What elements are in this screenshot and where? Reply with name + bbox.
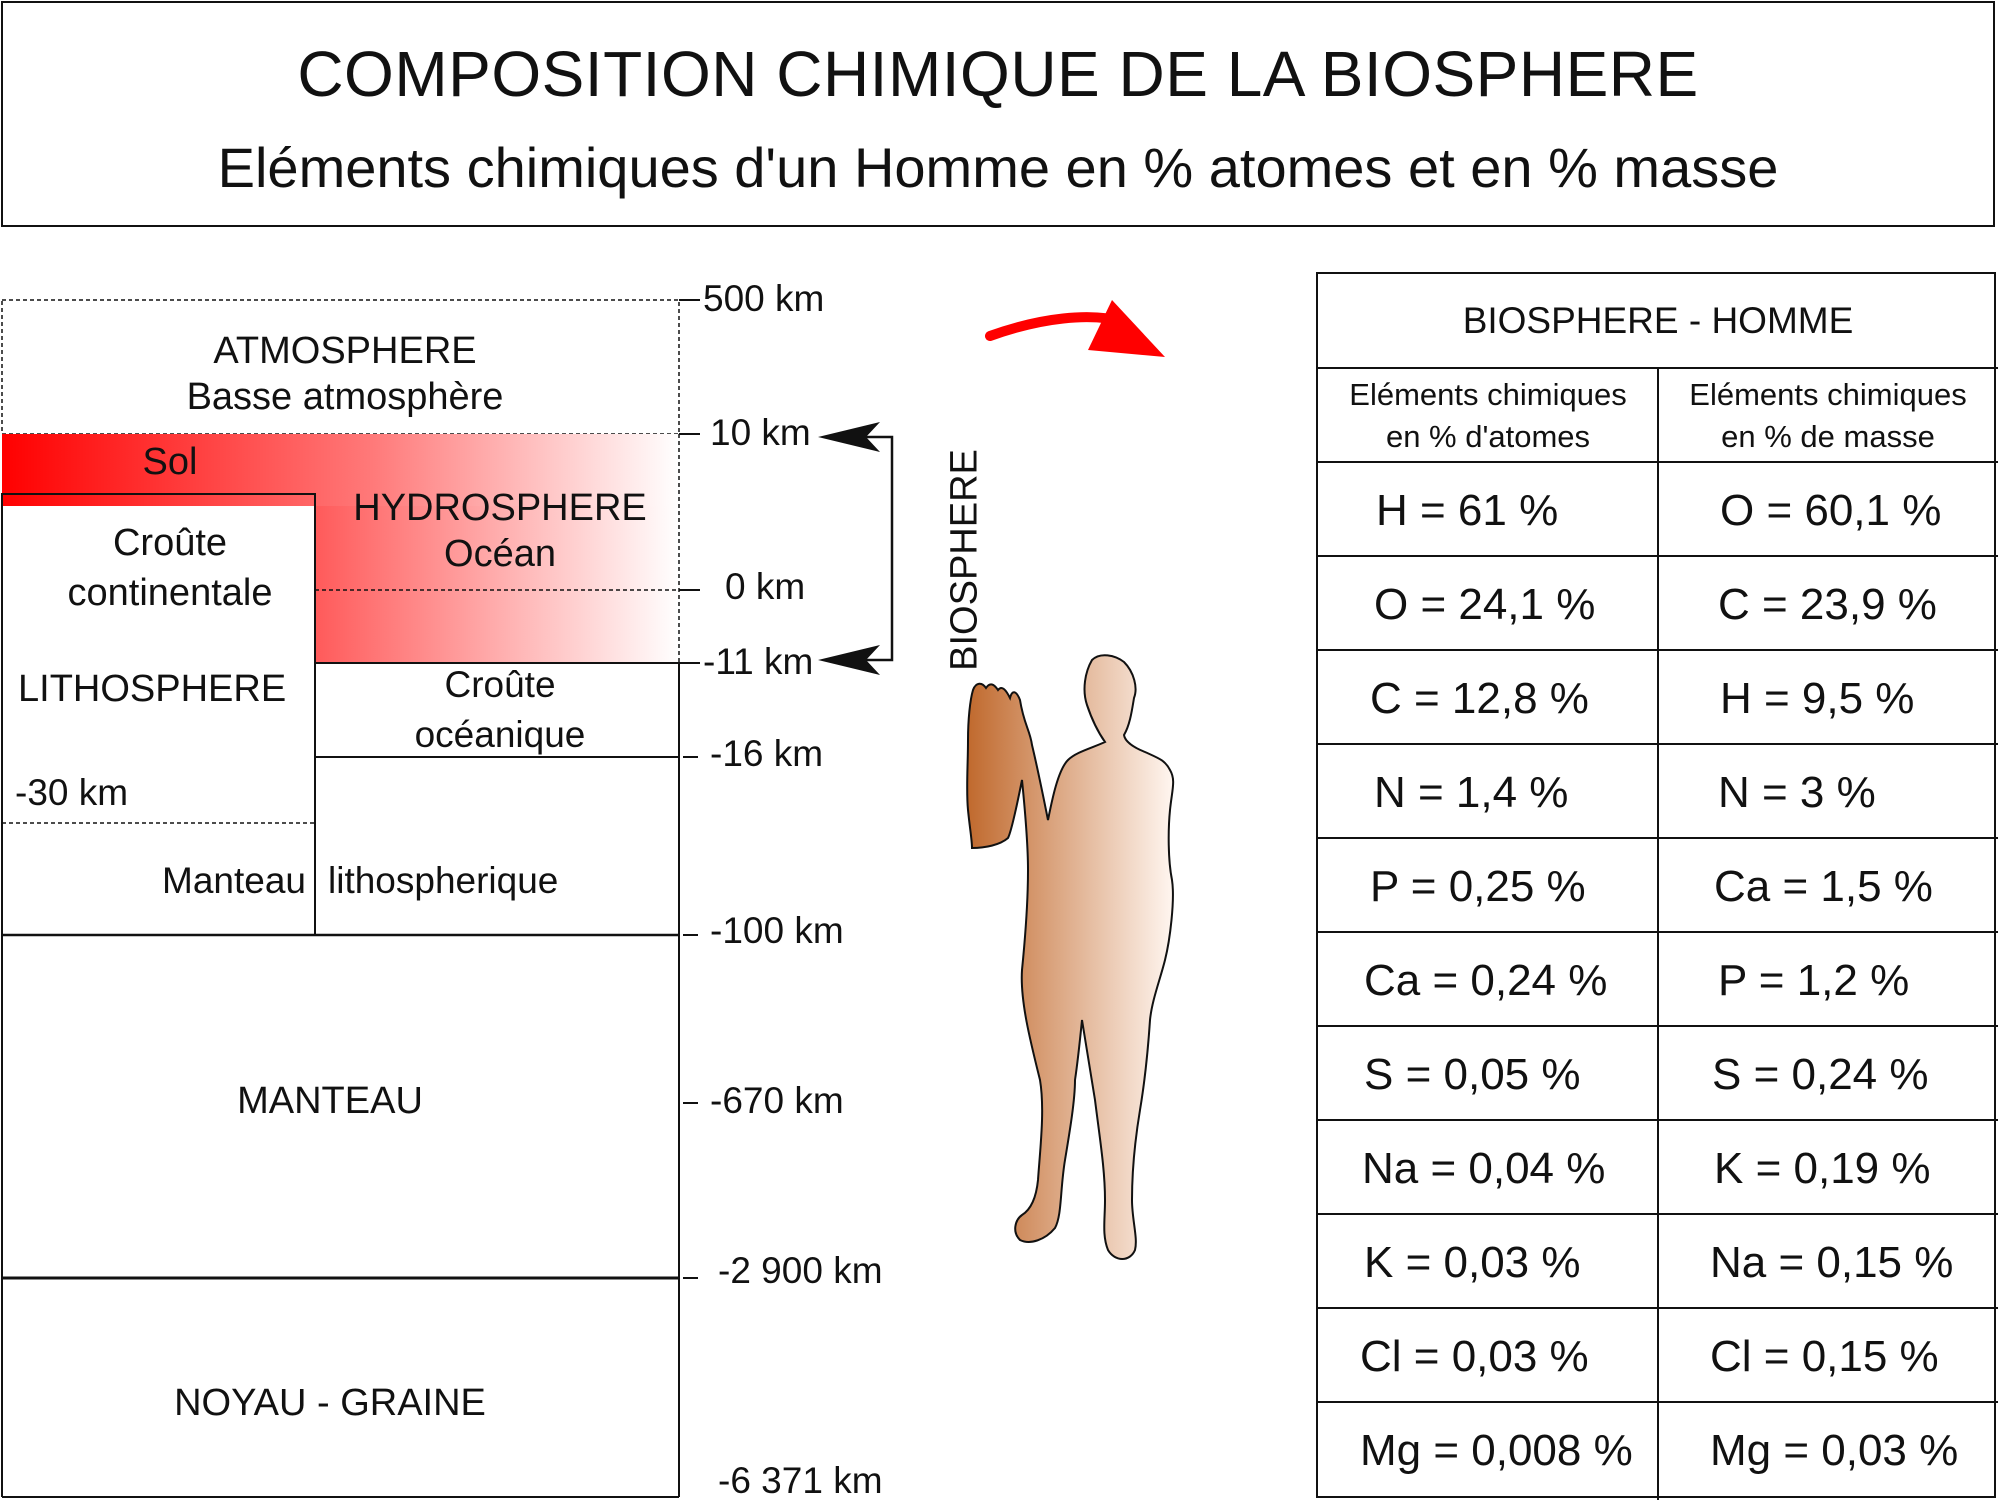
depth-label: -670 km — [710, 1080, 844, 1121]
table-cell-atoms: S = 0,05 % — [1364, 1050, 1581, 1099]
sol-label: Sol — [142, 441, 198, 483]
manteau-litho-label-a: Manteau — [162, 860, 306, 901]
table-header-atoms: Eléments chimiques en % d'atomes — [1349, 377, 1627, 454]
depth-label: 500 km — [703, 278, 825, 319]
table-cell-mass: H = 9,5 % — [1720, 674, 1915, 723]
table-cell-atoms: Mg = 0,008 % — [1360, 1426, 1633, 1475]
lithosphere-label: LITHOSPHERE — [18, 668, 287, 710]
oceanic-crust-label: Croûte océanique — [414, 664, 586, 755]
table-title: BIOSPHERE - HOMME — [1462, 300, 1854, 341]
table-cell-mass: P = 1,2 % — [1718, 956, 1910, 1005]
table-cell-mass: C = 23,9 % — [1718, 580, 1937, 629]
table-cell-atoms: H = 61 % — [1376, 486, 1559, 535]
depth-label: -100 km — [710, 910, 844, 951]
table-cell-atoms: P = 0,25 % — [1370, 862, 1586, 911]
composition-table — [1316, 272, 1996, 1498]
depth-label: -6 371 km — [718, 1460, 883, 1501]
table-cell-mass: Mg = 0,03 % — [1710, 1426, 1959, 1475]
table-cell-mass: O = 60,1 % — [1720, 486, 1942, 535]
depth-label: -16 km — [710, 733, 824, 774]
minus30-label: -30 km — [15, 772, 129, 813]
table-cell-mass: S = 0,24 % — [1712, 1050, 1929, 1099]
table-cell-atoms: C = 12,8 % — [1370, 674, 1589, 723]
atmosphere-subtitle: Basse atmosphère — [186, 376, 504, 418]
table-cell-mass: Cl = 0,15 % — [1710, 1332, 1939, 1381]
table-cell-atoms: Ca = 0,24 % — [1364, 956, 1608, 1005]
table-cell-mass: N = 3 % — [1718, 768, 1876, 817]
table-cell-atoms: O = 24,1 % — [1374, 580, 1596, 629]
title-subtitle: Eléments chimiques d'un Homme en % atomes et en % masse — [217, 136, 1779, 199]
table-cell-mass: K = 0,19 % — [1714, 1144, 1931, 1193]
noyau-label: NOYAU - GRAINE — [174, 1382, 486, 1424]
table-header-mass: Eléments chimiques en % de masse — [1689, 377, 1967, 454]
table-cell-atoms: K = 0,03 % — [1364, 1238, 1581, 1287]
table-cell-atoms: Na = 0,04 % — [1362, 1144, 1606, 1193]
hydrosphere-subtitle: Océan — [444, 533, 556, 575]
biosphere-bracket — [828, 437, 892, 660]
depth-label: -11 km — [703, 641, 814, 682]
hydrosphere-label — [320, 485, 680, 577]
table-cell-atoms: Cl = 0,03 % — [1360, 1332, 1589, 1381]
biosphere-vertical-label: BIOSPHERE — [943, 449, 986, 671]
table-cell-atoms: N = 1,4 % — [1374, 768, 1569, 817]
continental-crust-label: Croûte continentale — [67, 522, 273, 614]
table-cell-mass: Ca = 1,5 % — [1714, 862, 1933, 911]
depth-label: 0 km — [725, 566, 806, 607]
title-main: COMPOSITION CHIMIQUE DE LA BIOSPHERE — [297, 38, 1699, 110]
table-cell-mass: Na = 0,15 % — [1710, 1238, 1954, 1287]
atmosphere-title: ATMOSPHERE — [213, 330, 477, 372]
human-figure — [967, 655, 1173, 1259]
atmosphere-label — [120, 328, 570, 420]
depth-label: 10 km — [710, 412, 811, 453]
depth-ticks — [679, 300, 700, 1278]
depth-label: -2 900 km — [718, 1250, 883, 1291]
manteau-litho-label-b: lithospherique — [328, 860, 559, 901]
manteau-label: MANTEAU — [237, 1080, 423, 1122]
hydrosphere-title: HYDROSPHERE — [353, 487, 647, 529]
